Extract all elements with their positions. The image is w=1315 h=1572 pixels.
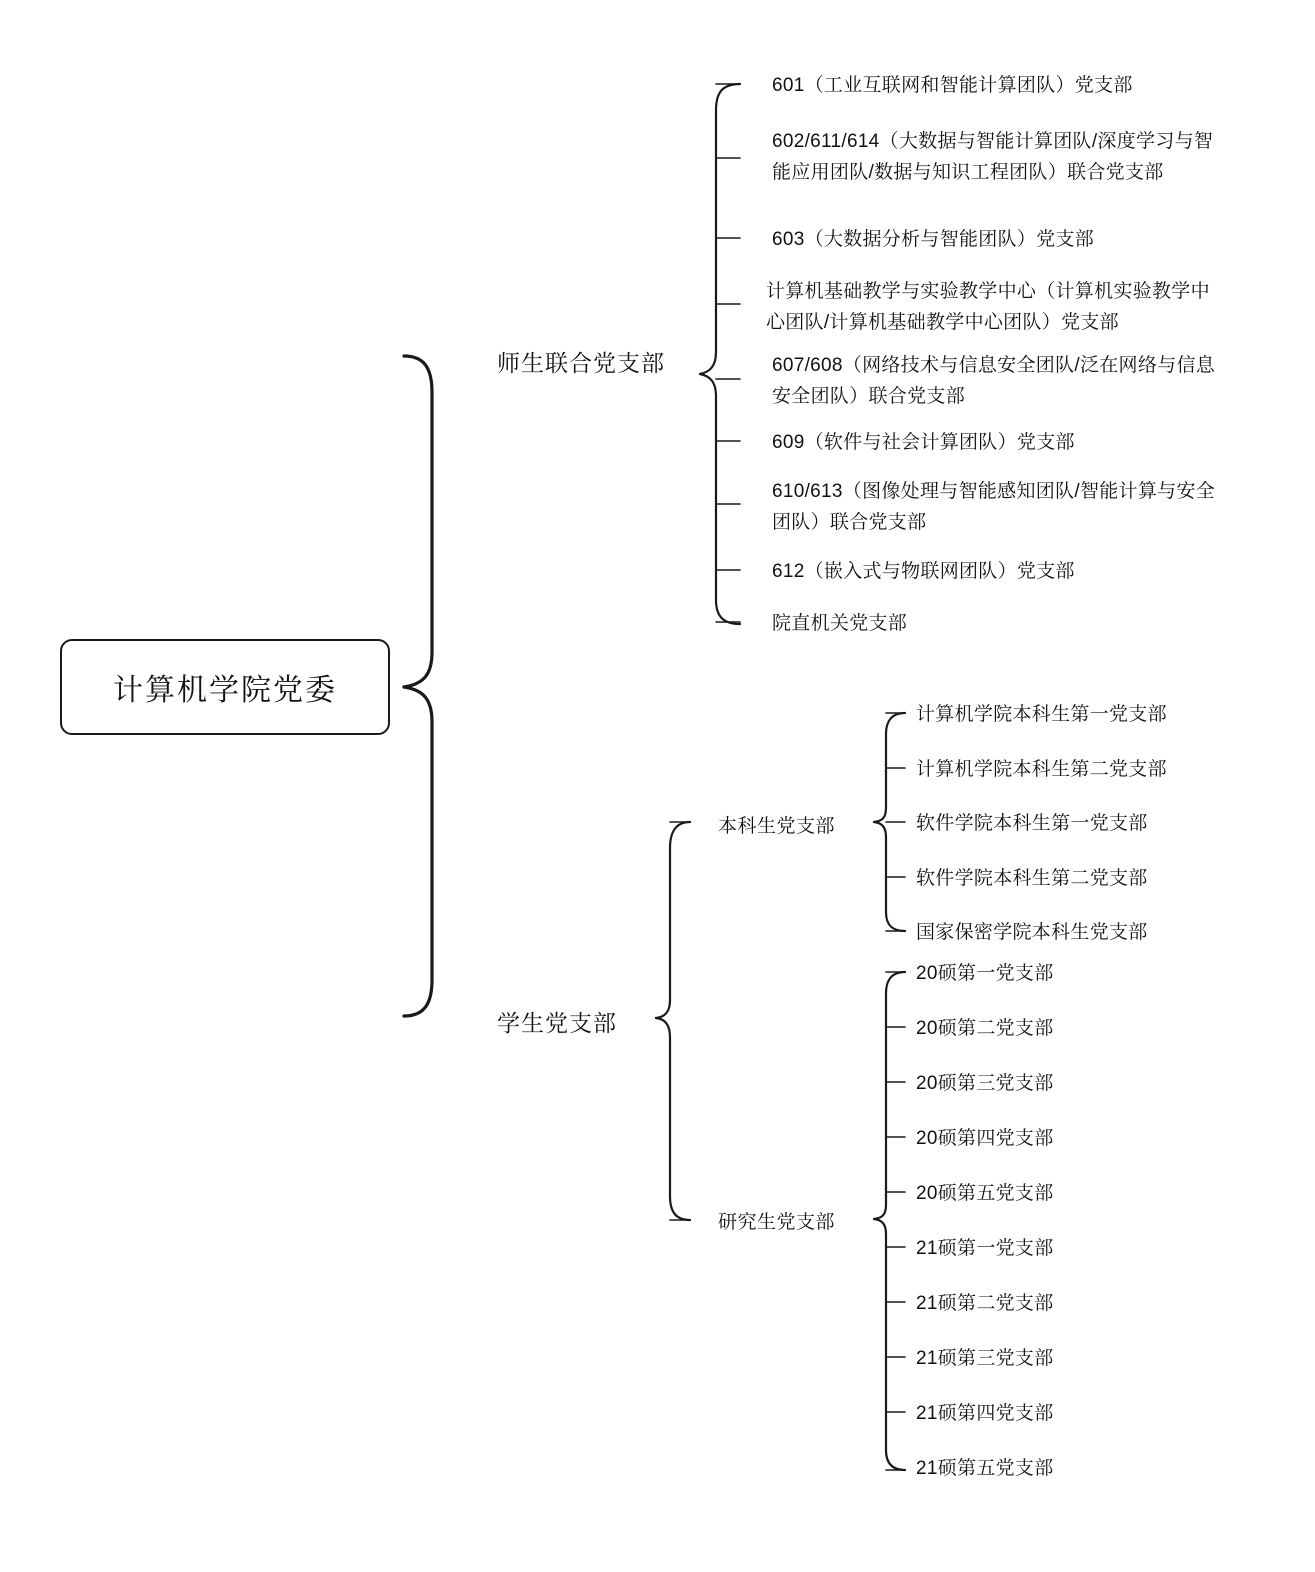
leaf-item: 601（工业互联网和智能计算团队）党支部	[772, 75, 1133, 96]
branch-label-teacher-student: 师生联合党支部	[497, 350, 665, 376]
leaf-item: 21硕第一党支部	[916, 1238, 1054, 1259]
leaf-item: 院直机关党支部	[772, 613, 908, 634]
leaf-item: 21硕第二党支部	[916, 1293, 1054, 1314]
leaf-item: 21硕第四党支部	[916, 1403, 1054, 1424]
leaf-item: 20硕第五党支部	[916, 1183, 1054, 1204]
root-node-label: 计算机学院党委	[113, 674, 337, 707]
leaf-item: 20硕第一党支部	[916, 963, 1054, 984]
leaf-item: 计算机学院本科生第一党支部	[916, 704, 1167, 725]
leaf-item: 607/608（网络技术与信息安全团队/泛在网络与信息安全团队）联合党支部	[772, 355, 1216, 407]
leaf-item: 609（软件与社会计算团队）党支部	[772, 432, 1075, 453]
leaf-item: 20硕第三党支部	[916, 1073, 1054, 1094]
leaf-item: 国家保密学院本科生党支部	[916, 922, 1148, 943]
leaf-item: 612（嵌入式与物联网团队）党支部	[772, 561, 1075, 582]
leaf-item: 计算机学院本科生第二党支部	[916, 759, 1167, 780]
leaf-item: 软件学院本科生第一党支部	[916, 813, 1148, 834]
leaf-item: 610/613（图像处理与智能感知团队/智能计算与安全团队）联合党支部	[772, 481, 1216, 533]
leaf-item: 21硕第三党支部	[916, 1348, 1054, 1369]
root-node	[60, 639, 390, 735]
leaf-item: 21硕第五党支部	[916, 1458, 1054, 1479]
leaf-item: 软件学院本科生第二党支部	[916, 868, 1148, 889]
subgroup-label-graduate: 研究生党支部	[718, 1212, 836, 1233]
leaf-item: 20硕第二党支部	[916, 1018, 1054, 1039]
subgroup-label-undergraduate: 本科生党支部	[718, 816, 836, 837]
leaf-item: 计算机基础教学与实验教学中心（计算机实验教学中心团队/计算机基础教学中心团队）党支部	[766, 281, 1210, 333]
leaf-item: 603（大数据分析与智能团队）党支部	[772, 229, 1095, 250]
branch-label-student: 学生党支部	[497, 1010, 617, 1036]
leaf-item: 20硕第四党支部	[916, 1128, 1054, 1149]
leaf-item: 602/611/614（大数据与智能计算团队/深度学习与智能应用团队/数据与知识工程团队）联合党支部	[772, 131, 1214, 183]
